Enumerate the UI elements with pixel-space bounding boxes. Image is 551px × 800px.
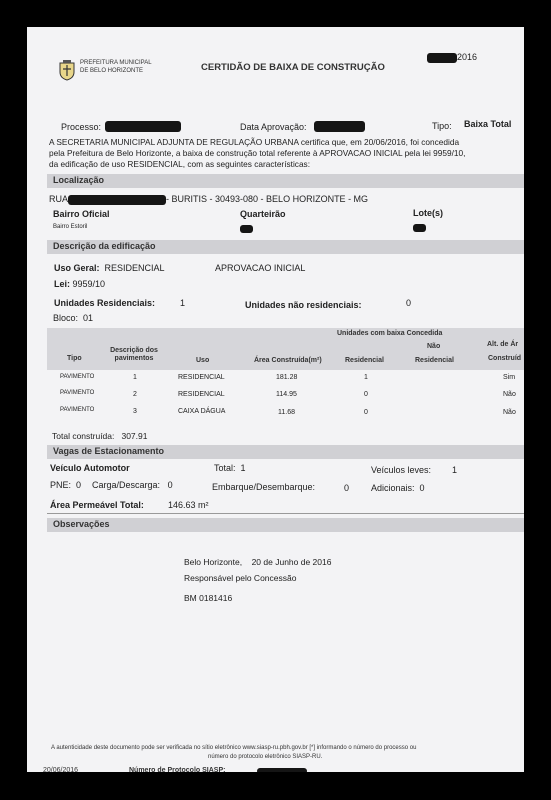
address-line [49,194,368,205]
cell-tipo: PAVIMENTO [60,407,95,413]
cell-area: 181.28 [276,374,298,381]
unid-res-label: Unidades Residenciais: [54,298,156,308]
th-descricao: Descrição dos pavimentos [110,347,158,362]
pne-label: PNE: [50,480,72,490]
processo-label: Processo: [61,122,102,132]
adicionais-value: 0 [419,483,425,493]
bairro-label: Bairro Oficial [53,209,110,219]
intro-line-1: A SECRETARIA MUNICIPAL ADJUNTA DE REGULAÇÃO URBANA certifica que, em 20/06/2016, foi concedida [49,137,460,147]
cell-residencial: 1 [364,374,368,381]
divider [47,513,524,514]
lei-label: Lei: [54,279,71,289]
th-tipo: Tipo [67,355,82,362]
cell-residencial: 0 [364,409,368,416]
cell-alt: Não [503,391,516,398]
cell-uso: RESIDENCIAL [178,374,225,381]
lei-value: 9959/10 [72,279,106,289]
total-construida [52,431,147,441]
document-year: 2016 [457,52,478,62]
footer-line-2: número do protocolo eletrônico SIASP-RU. [208,754,323,760]
intro-line-2: pela Prefeitura de Belo Horizonte, a baixa de construção total referente à APROVACAO INICIAL pela lei 9959/10, [49,148,466,158]
bloco-value: 01 [83,313,94,323]
unid-nres-value: 0 [406,298,412,308]
signature-city: Belo Horizonte, [184,557,243,567]
carga-label: Carga/Descarga: [92,480,161,490]
intro-line-3: da edificação de uso RESIDENCIAL, com as seguintes características: [49,159,311,169]
signature-date: 20 de Junho de 2016 [251,557,332,567]
street-prefix: RUA [49,194,69,204]
redacted-data-aprovacao [314,121,365,132]
cell-area: 114.95 [276,391,297,398]
uso-geral-value: RESIDENCIAL [104,263,165,273]
unid-res-value: 1 [180,298,186,308]
quarteirao-label: Quarteirão [240,209,286,219]
veiculo-label: Veículo Automotor [50,463,130,473]
uso-geral-row [54,263,165,273]
section-vagas [47,445,524,459]
signature-bm: BM 0181416 [184,593,233,603]
document-title: CERTIDÃO DE BAIXA DE CONSTRUÇÃO [201,62,385,73]
lei-row [54,279,105,289]
cell-tipo: PAVIMENTO [60,390,95,396]
signature-responsavel: Responsável pelo Concessão [184,573,297,583]
address-rest: - BURITIS - 30493-080 - BELO HORIZONTE - MG [166,194,369,204]
carga-descarga [92,480,173,490]
certificate-page [27,27,524,772]
cell-alt: Não [503,409,516,416]
footer-protocolo-label: Número de Protocolo SIASP: [129,767,226,772]
section-observacoes [47,518,524,532]
cell-tipo: PAVIMENTO [60,374,95,380]
unid-nres-label: Unidades não residenciais: [245,300,362,310]
th-alt-2: Construíd [488,355,522,362]
vagas-total [214,463,246,473]
cell-uso: CAIXA DÁGUA [178,408,226,415]
cell-uso: RESIDENCIAL [178,391,225,398]
section-localizacao [47,174,524,188]
city-coat-of-arms-icon [58,59,76,81]
footer-date: 20/06/2016 [43,767,79,772]
veiculos-leves-label: Veículos leves: [371,465,432,475]
bloco-row [53,313,93,323]
bairro-value: Bairro Estoril [53,224,88,230]
aprovacao-value: APROVACAO INICIAL [215,263,306,273]
logo-text-line2: DE BELO HORIZONTE [80,68,144,74]
pne [50,480,81,490]
cell-descricao: 2 [133,391,137,398]
total-value: 307.91 [121,431,148,441]
th-area: Área Construída(m²) [254,357,322,364]
section-title: Observações [53,519,110,529]
cell-descricao: 1 [133,374,137,381]
tipo-value: Baixa Total [464,119,512,129]
vagas-total-label: Total: [214,463,236,473]
uso-geral-label: Uso Geral: [54,263,100,273]
area-permeavel-label: Área Permeável Total: [50,500,144,510]
redacted-protocolo [257,768,307,772]
document-number [427,52,477,63]
th-nao-residencial-1: Não [427,343,441,350]
logo-text-line1: PREFEITURA MUNICIPAL [80,60,152,66]
cell-area: 11.68 [278,409,295,416]
embarque-label: Embarque/Desembarque: [212,482,316,492]
adicionais-label: Adicionais: [371,483,415,493]
veiculos-leves-value: 1 [452,465,458,475]
section-title: Localização [53,175,105,185]
redacted-lote [413,224,426,232]
area-permeavel-value: 146.63 m² [168,500,209,510]
vagas-total-value: 1 [240,463,246,473]
cell-alt: Sim [503,374,516,381]
redacted-quarteirao [240,225,253,233]
adicionais [371,483,425,493]
data-aprovacao-label: Data Aprovação: [240,122,307,132]
th-nao-residencial-2: Residencial [415,357,454,364]
th-alt-1: Alt. de Ár [487,341,519,348]
th-group: Unidades com baixa Concedida [337,330,443,337]
pne-value: 0 [76,480,82,490]
cell-descricao: 3 [133,408,137,415]
redacted-street [68,195,166,205]
signature-date-line [184,557,331,567]
tipo-label: Tipo: [432,121,452,131]
carga-value: 0 [167,480,173,490]
redacted-number [427,53,457,63]
redacted-processo [105,121,181,132]
section-descricao [47,240,524,254]
section-title: Vagas de Estacionamento [53,446,165,456]
cell-residencial: 0 [364,391,368,398]
footer-line-1: A autenticidade deste documento pode ser verificada no sítio eletrônico www.siasp-ru.pbh.gov.br [*] informando o número do processo ou [51,745,417,751]
embarque-value: 0 [344,483,350,493]
total-label: Total construída: [52,431,115,441]
th-residencial: Residencial [345,357,384,364]
th-uso: Uso [196,357,210,364]
section-title: Descrição da edificação [53,241,156,251]
lote-label: Lote(s) [413,208,443,218]
bloco-label: Bloco: [53,313,79,323]
